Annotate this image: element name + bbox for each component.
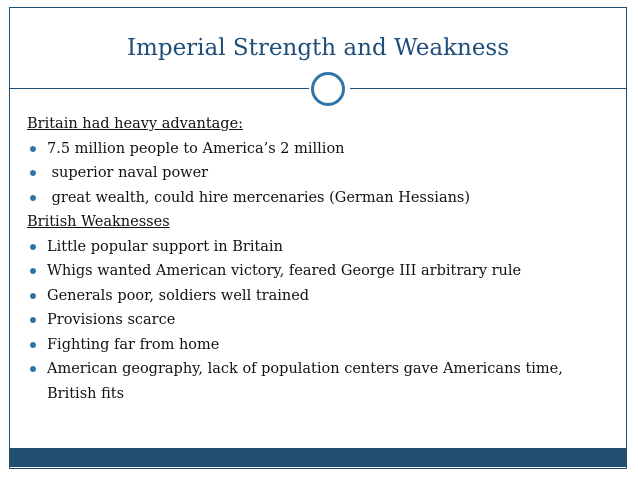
list-item-text: great wealth, could hire mercenaries (German Hessians): [47, 189, 471, 206]
list-item-text: Whigs wanted American victory, feared George III arbitrary rule: [47, 263, 522, 279]
slide-frame: [9, 7, 627, 469]
bullet-icon: [30, 244, 36, 250]
bullet-icon: [30, 146, 36, 152]
list-item: [27, 333, 627, 358]
list-item: [27, 259, 627, 284]
slide-title: Imperial Strength and Weakness: [126, 35, 510, 61]
bullet-icon: [30, 317, 36, 323]
list-item-text: Fighting far from home: [47, 336, 220, 353]
title-rule-left: [10, 88, 309, 89]
circle-ornament-icon: [311, 72, 345, 106]
list-item-text: Generals poor, soldiers well trained: [47, 287, 310, 304]
section-heading-weaknesses: British Weaknesses: [27, 214, 170, 230]
list-item-text: superior naval power: [47, 165, 209, 181]
section-heading-advantage: Britain had heavy advantage:: [27, 116, 244, 132]
list-item-text: American geography, lack of population centers gave Americans time, British fits: [47, 361, 563, 402]
list-item: [27, 186, 627, 211]
list-item: [27, 357, 627, 406]
list-item: [27, 137, 627, 162]
bullet-icon: [30, 366, 36, 372]
list-item-text: 7.5 million people to America’s 2 million: [47, 140, 345, 157]
bullet-icon: [30, 342, 36, 348]
bullet-icon: [30, 268, 36, 274]
list-item: [27, 284, 627, 309]
list-item-text: Provisions scarce: [47, 312, 176, 328]
bullet-icon: [30, 293, 36, 299]
list-item: [27, 308, 627, 333]
bullet-icon: [30, 195, 36, 201]
title-rule-right: [350, 88, 626, 89]
footer-bar: [10, 448, 626, 467]
bullet-icon: [30, 170, 36, 176]
list-item: [27, 235, 627, 260]
list-item-text: Little popular support in Britain: [47, 238, 283, 255]
slide-body: [27, 112, 627, 406]
list-item: [27, 161, 627, 186]
